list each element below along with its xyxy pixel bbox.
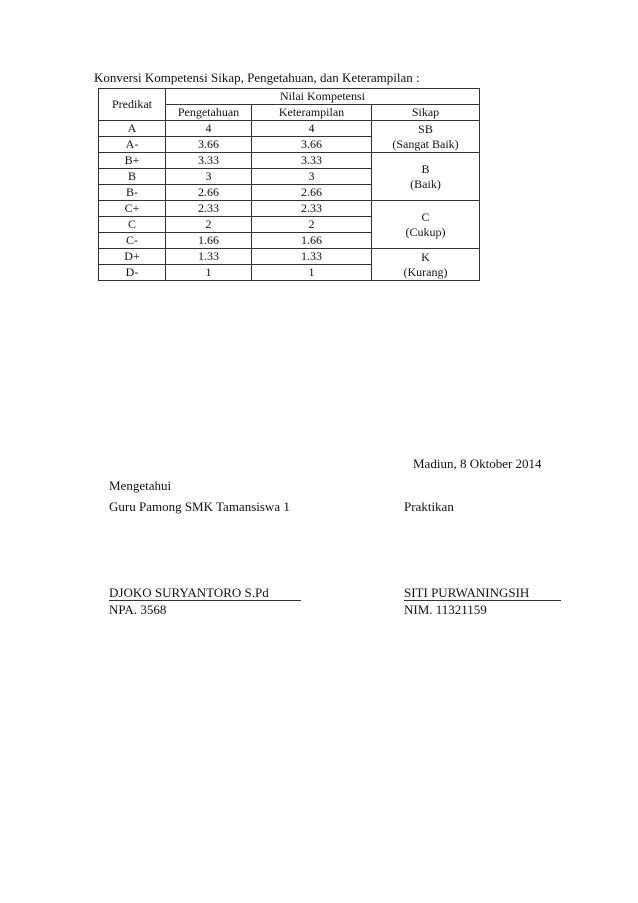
left-signatory-role: Guru Pamong SMK Tamansiswa 1	[109, 499, 290, 514]
right-signatory-role: Praktikan	[404, 499, 454, 514]
predikat-cell: C+	[99, 201, 166, 217]
predikat-cell: C	[99, 217, 166, 233]
sikap-label: (Kurang)	[403, 264, 448, 279]
keterampilan-cell: 1.33	[252, 249, 372, 265]
sikap-cell-b	[372, 153, 480, 201]
pengetahuan-cell: 3	[166, 169, 252, 185]
sikap-code: K	[421, 249, 430, 264]
sikap-header: Sikap	[372, 105, 480, 121]
sikap-cell-sb	[372, 121, 480, 153]
right-signatory-id: NIM. 11321159	[404, 602, 487, 617]
sikap-code: B	[421, 161, 430, 176]
sikap-label: (Sangat Baik)	[392, 136, 459, 151]
keterampilan-header: Keterampilan	[252, 105, 372, 121]
predikat-cell: D-	[99, 265, 166, 281]
document-title: Konversi Kompetensi Sikap, Pengetahuan, dan Keterampilan :	[94, 70, 420, 85]
table-row	[99, 121, 480, 137]
sikap-cell-k	[372, 249, 480, 281]
keterampilan-cell: 2	[252, 217, 372, 233]
pengetahuan-cell: 3.33	[166, 153, 252, 169]
predikat-cell: D+	[99, 249, 166, 265]
left-signatory-id: NPA. 3568	[109, 602, 167, 617]
sikap-cell-c	[372, 201, 480, 249]
table-row	[99, 201, 480, 217]
predikat-cell: A	[99, 121, 166, 137]
keterampilan-cell: 3.33	[252, 153, 372, 169]
keterampilan-cell: 3.66	[252, 137, 372, 153]
pengetahuan-cell: 2	[166, 217, 252, 233]
pengetahuan-cell: 2.33	[166, 201, 252, 217]
table-row	[99, 249, 480, 265]
pengetahuan-header: Pengetahuan	[166, 105, 252, 121]
predikat-cell: B-	[99, 185, 166, 201]
table-row	[99, 153, 480, 169]
sikap-label: (Cukup)	[405, 224, 446, 239]
pengetahuan-cell: 1.33	[166, 249, 252, 265]
place-date: Madiun, 8 Oktober 2014	[413, 456, 542, 471]
pengetahuan-cell: 4	[166, 121, 252, 137]
pengetahuan-cell: 3.66	[166, 137, 252, 153]
predikat-cell: B+	[99, 153, 166, 169]
left-signatory-name: DJOKO SURYANTORO S.Pd	[109, 586, 301, 601]
right-signatory-name: SITI PURWANINGSIH	[404, 586, 561, 601]
nilai-kompetensi-header: Nilai Kompetensi	[166, 89, 480, 105]
pengetahuan-cell: 1.66	[166, 233, 252, 249]
keterampilan-cell: 4	[252, 121, 372, 137]
pengetahuan-cell: 1	[166, 265, 252, 281]
keterampilan-cell: 2.33	[252, 201, 372, 217]
sikap-code: SB	[418, 121, 433, 136]
sikap-label: (Baik)	[410, 176, 441, 191]
predikat-cell: C-	[99, 233, 166, 249]
table-header-row	[99, 89, 480, 105]
keterampilan-cell: 1	[252, 265, 372, 281]
pengetahuan-cell: 2.66	[166, 185, 252, 201]
predikat-cell: A-	[99, 137, 166, 153]
conversion-table	[98, 88, 480, 281]
mengetahui-label: Mengetahui	[109, 478, 172, 493]
keterampilan-cell: 2.66	[252, 185, 372, 201]
predikat-cell: B	[99, 169, 166, 185]
keterampilan-cell: 1.66	[252, 233, 372, 249]
keterampilan-cell: 3	[252, 169, 372, 185]
predikat-header: Predikat	[99, 89, 166, 121]
sikap-code: C	[421, 209, 430, 224]
